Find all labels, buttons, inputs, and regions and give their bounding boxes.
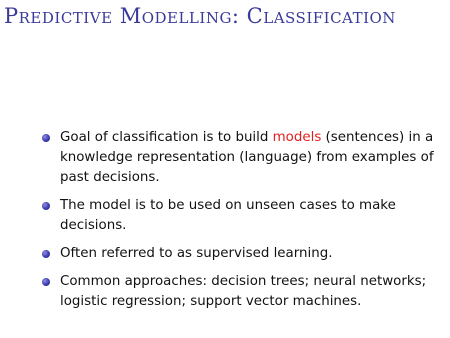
bullet-text: Common approaches: decision trees; neural networks; logistic regression; support vector machines. (60, 274, 427, 309)
bullet-item (38, 244, 443, 264)
bullet-dot-icon (42, 278, 50, 286)
bullet-item (38, 128, 443, 188)
bullet-text: The model is to be used on unseen cases to make decisions. (60, 198, 396, 233)
bullet-text: Often referred to as supervised learning. (60, 246, 333, 261)
highlighted-term: models (272, 130, 322, 145)
bullet-text-after: (sentences) in a knowledge representation (language) from examples of past decisions. (60, 130, 434, 185)
bullet-item (38, 196, 443, 236)
bullet-dot-icon (42, 134, 50, 142)
slide-title: Predictive Modelling: Classification (4, 4, 396, 28)
bullet-dot-icon (42, 250, 50, 258)
bullet-dot-icon (42, 202, 50, 210)
bullet-item (38, 272, 443, 312)
bullet-list (38, 128, 443, 320)
bullet-text-before: Goal of classification is to build (60, 130, 273, 145)
